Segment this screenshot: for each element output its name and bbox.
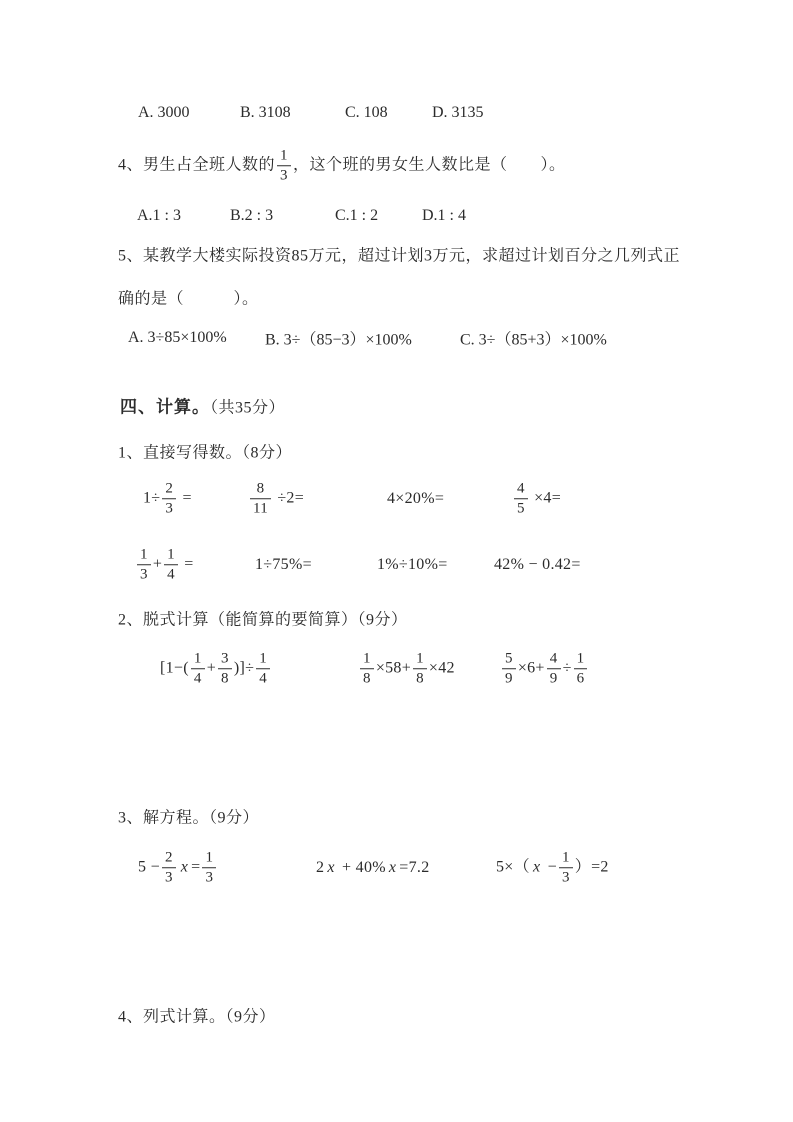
calc-item-4-post: ×4= xyxy=(529,489,562,507)
calc-item-3: 4×20%= xyxy=(387,490,445,507)
fraction-numerator: 4 xyxy=(549,650,558,667)
fraction-numerator: 1 xyxy=(363,650,371,667)
listcalc-subsection-label: 4、列式计算。（9分） xyxy=(118,1008,276,1026)
fraction-denominator: 5 xyxy=(514,499,528,518)
fraction-denominator: 4 xyxy=(191,669,205,688)
eq3-minus: − xyxy=(543,858,557,876)
q3-option-d: D. 3135 xyxy=(432,104,484,121)
fraction-denominator: 3 xyxy=(277,166,291,185)
calc-item-1 xyxy=(143,480,192,518)
fraction xyxy=(162,480,176,518)
fraction-numerator: 8 xyxy=(256,480,265,497)
q5-option-c: C. 3÷（85+3）×100% xyxy=(460,331,607,349)
question-5-line2: 确的是（ ）。 xyxy=(118,290,259,308)
q4-option-a: A.1 : 3 xyxy=(137,207,181,224)
q4-option-d: D.1 : 4 xyxy=(422,207,466,224)
fraction-numerator: 1 xyxy=(280,147,289,164)
offform-expression-2 xyxy=(358,650,455,688)
fraction-numerator: 1 xyxy=(140,546,148,563)
fraction xyxy=(250,480,271,518)
calc-item-5-post: = xyxy=(179,555,194,573)
fraction-denominator: 11 xyxy=(250,499,271,518)
q3-option-b: B. 3108 xyxy=(240,104,291,121)
fraction-denominator: 3 xyxy=(162,499,176,518)
calc-item-8: 42% − 0.42= xyxy=(494,556,581,573)
fraction xyxy=(360,650,374,688)
expr2-mid2: ×42 xyxy=(428,659,455,677)
fraction xyxy=(514,480,528,518)
eq2-t1: 2 xyxy=(316,859,325,876)
solve-subsection-label: 3、解方程。（9分） xyxy=(118,809,260,827)
fraction-numerator: 1 xyxy=(561,849,570,866)
fraction-numerator: 1 xyxy=(193,650,202,667)
fraction-denominator: 9 xyxy=(547,669,561,688)
q4-option-c: C.1 : 2 xyxy=(335,207,379,224)
fraction-denominator: 8 xyxy=(413,669,427,688)
calc-item-7: 1%÷10%= xyxy=(377,556,448,573)
fraction-denominator: 8 xyxy=(360,669,374,688)
expr1-post: )]÷ xyxy=(233,659,255,677)
fraction xyxy=(277,147,291,185)
fraction-numerator: 1 xyxy=(259,650,267,667)
fraction-numerator: 1 xyxy=(576,650,585,667)
q5-option-a: A. 3÷85×100% xyxy=(128,329,227,346)
fraction-denominator: 8 xyxy=(218,669,232,688)
eq2-t2: + 40% xyxy=(337,859,386,876)
fraction xyxy=(502,650,516,688)
fraction-denominator: 4 xyxy=(256,669,270,688)
question-5-line1: 5、某教学大楼实际投资85万元，超过计划3万元，求超过计划百分之几列式正 xyxy=(118,247,681,265)
expr2-mid1: ×58+ xyxy=(375,659,412,677)
variable-x: x xyxy=(388,859,397,876)
calc-item-1-pre: 1÷ xyxy=(143,489,161,507)
q3-option-c: C. 108 xyxy=(345,104,388,121)
q4-text-after: ，这个班的男女生人数比是（ ）。 xyxy=(293,156,566,174)
eq1-equals: = xyxy=(191,858,201,876)
equation-3 xyxy=(496,849,609,887)
offform-expression-1 xyxy=(160,650,272,688)
fraction-denominator: 3 xyxy=(202,868,216,887)
fraction xyxy=(413,650,427,688)
section-4-title: 四、计算。 xyxy=(120,397,210,417)
fraction-numerator: 3 xyxy=(221,650,229,667)
fraction xyxy=(547,650,561,688)
calc-item-2-post: ÷2= xyxy=(273,489,305,507)
fraction xyxy=(191,650,205,688)
fraction-denominator: 4 xyxy=(164,565,178,584)
calc-item-4 xyxy=(512,480,561,518)
expr1-plus: + xyxy=(206,659,217,677)
fraction-numerator: 1 xyxy=(416,650,424,667)
eq3-pre: 5×（ xyxy=(496,858,530,876)
eq3-post: ）=2 xyxy=(574,858,609,876)
calc-item-2 xyxy=(248,480,304,518)
fraction xyxy=(559,849,573,887)
variable-x: x xyxy=(532,858,541,876)
offform-expression-3 xyxy=(500,650,589,688)
section-4-points: （共35分） xyxy=(210,399,286,417)
eq1-pre: 5 − xyxy=(138,858,160,876)
expr3-mid1: ×6+ xyxy=(517,659,545,677)
expr1-pre: [1−( xyxy=(160,659,189,677)
eq2-t3: =7.2 xyxy=(399,859,430,876)
calc-item-5-plus: + xyxy=(152,555,163,573)
fraction-numerator: 1 xyxy=(205,849,214,866)
fraction xyxy=(256,650,270,688)
question-4-text xyxy=(118,147,566,185)
calc-item-6: 1÷75%= xyxy=(255,556,312,573)
offform-subsection-label: 2、脱式计算（能简算的要简算）（9分） xyxy=(118,611,408,629)
fraction-denominator: 3 xyxy=(137,565,151,584)
fraction xyxy=(218,650,232,688)
fraction xyxy=(164,546,178,584)
fraction xyxy=(137,546,151,584)
section-4-header xyxy=(120,393,285,418)
equation-2 xyxy=(316,859,430,877)
fraction-numerator: 2 xyxy=(164,849,173,866)
calc-item-5 xyxy=(135,546,194,584)
fraction-numerator: 5 xyxy=(505,650,513,667)
fraction-denominator: 6 xyxy=(574,669,588,688)
fraction-denominator: 3 xyxy=(559,868,573,887)
equation-1 xyxy=(138,849,218,887)
fraction-denominator: 3 xyxy=(162,868,176,887)
calc-item-1-post: = xyxy=(178,489,192,507)
q4-text-before: 4、男生占全班人数的 xyxy=(118,156,276,174)
q3-option-a: A. 3000 xyxy=(138,104,190,121)
fraction-numerator: 2 xyxy=(165,480,174,497)
expr3-mid2: ÷ xyxy=(562,659,572,677)
q4-option-b: B.2 : 3 xyxy=(230,207,274,224)
fraction-denominator: 9 xyxy=(502,669,516,688)
fraction-numerator: 1 xyxy=(167,546,175,563)
fraction xyxy=(202,849,216,887)
fraction xyxy=(574,650,588,688)
variable-x: x xyxy=(327,859,335,876)
fraction xyxy=(162,849,176,887)
fraction-numerator: 4 xyxy=(517,480,525,497)
calc-subsection-label: 1、直接写得数。（8分） xyxy=(118,444,293,462)
variable-x: x xyxy=(180,858,189,876)
q5-option-b: B. 3÷（85−3）×100% xyxy=(265,331,412,349)
